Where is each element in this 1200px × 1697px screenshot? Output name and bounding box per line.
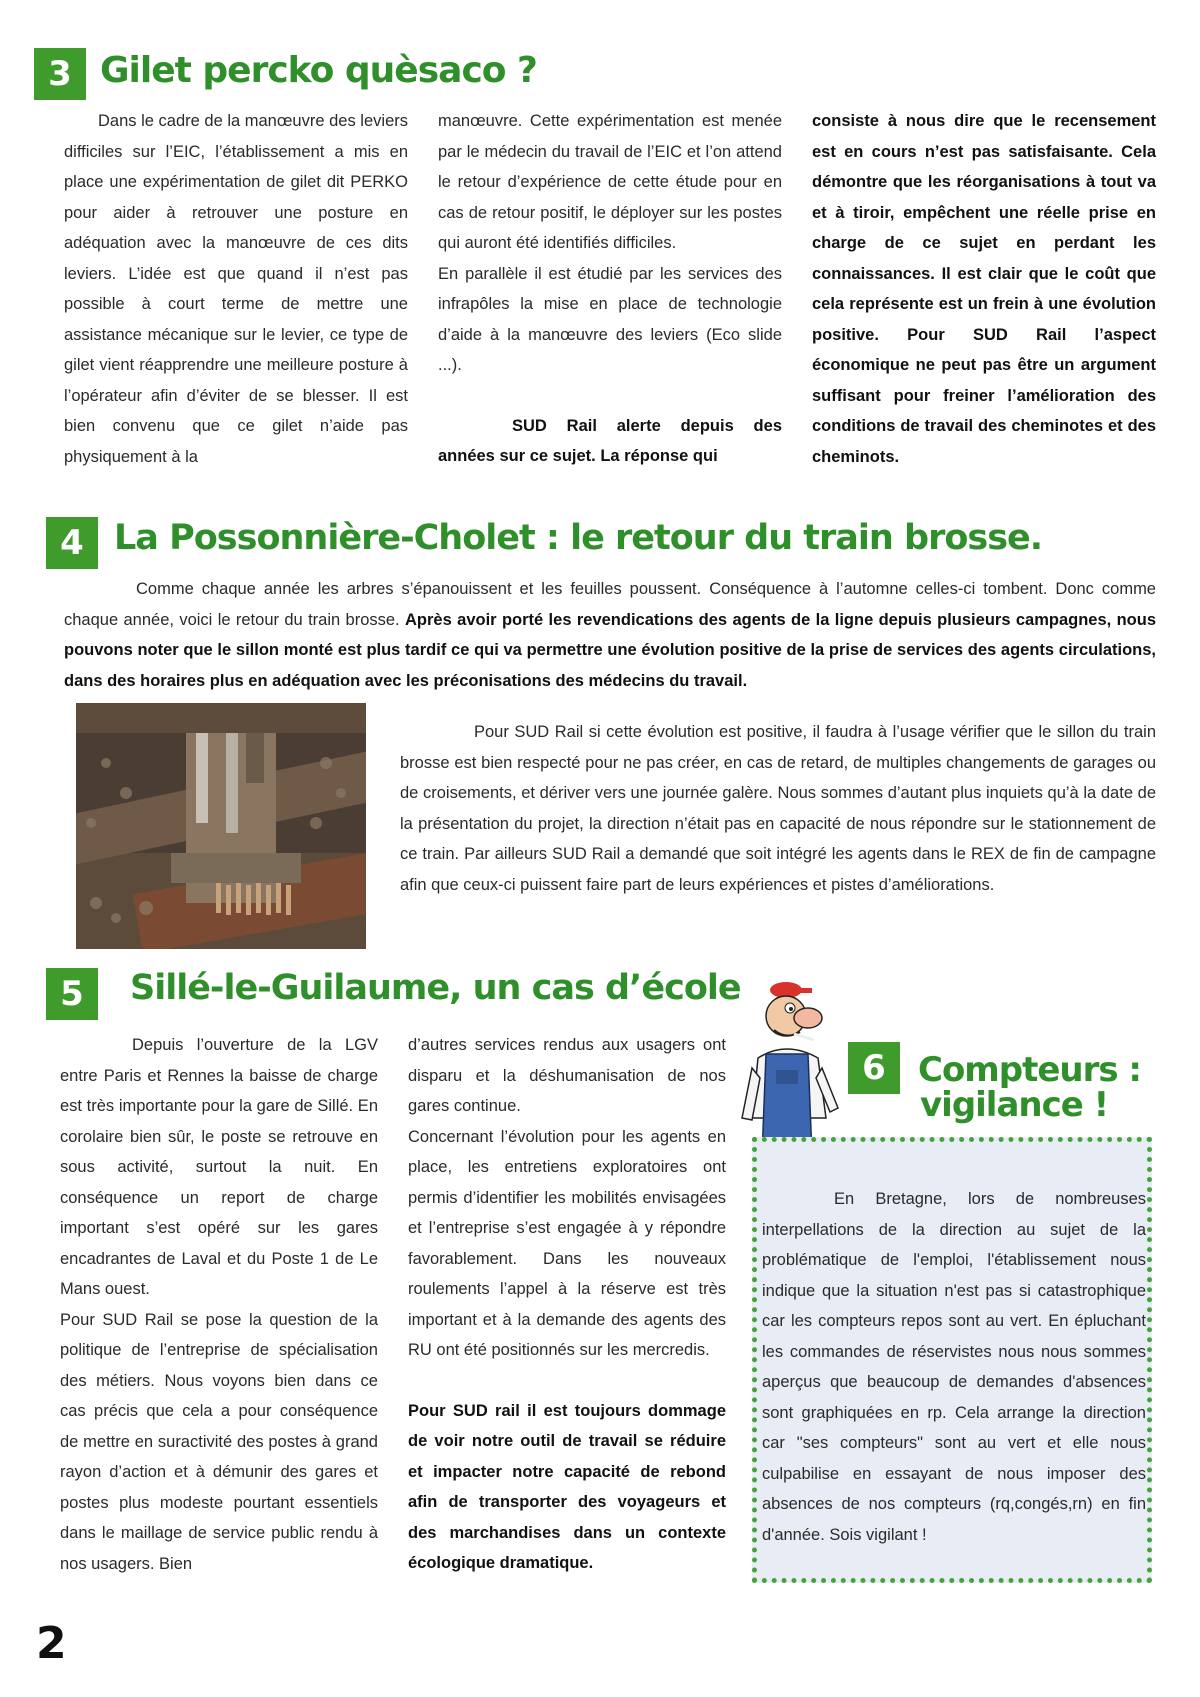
- section-4-body: [400, 717, 1156, 900]
- section-5-col2-p3: Pour SUD rail il est toujours dommage de voir notre outil de travail se réduire et impacter notre capacité de rebond afin de transporter des voyageurs et des marchandises dans un contexte écologique dramatique.: [408, 1401, 726, 1572]
- section-4-title: La Possonnière-Cholet : le retour du train brosse.: [114, 518, 1043, 558]
- railway-worker-illustration: [738, 978, 844, 1156]
- section-3-title: Gilet percko quèsaco ?: [100, 50, 537, 91]
- section-6-body: [762, 1184, 1146, 1550]
- section-5-number: 5: [46, 968, 98, 1020]
- train-brush-photo-illustration: [76, 703, 366, 949]
- section-3-number: 3: [34, 48, 86, 100]
- section-5-column-2: [408, 1030, 726, 1579]
- section-3-column-2: [438, 106, 782, 472]
- section-6-title-line-2: vigilance !: [920, 1085, 1109, 1125]
- section-3-col1-text: Dans le cadre de la manœuvre des leviers difficiles sur l’EIC, l’établissement a mis en place une expérimentation de gilet dit PERKO pour aider à retrouver une posture en adéquation avec la manœuvre de ces dits leviers. L’idée est que quand il n’est pas possible à court terme de mettre une assistance mécanique sur le levier, ce type de gilet vient réapprendre une meilleure posture à l’opérateur afin d’éviter de se blesser. Il est bien convenu que ce gilet n’aide pas physiquement à la: [64, 112, 408, 466]
- section-4-intro-bold: Après avoir porté les revendications des agents de la ligne depuis plusieurs campagnes, nous pouvons noter que le sillon monté est plus tardif ce qui va permettre une évolution positive de la prise de services des agents circulations, dans des horaires plus en adéquation avec les préconisations des médecins du travail.: [64, 610, 1157, 690]
- section-3-column-1: [64, 106, 408, 472]
- section-3-col2-p2: En parallèle il est étudié par les services des infrapôles la mise en place de technologie d’aide à la manœuvre des leviers (Eco slide ...).: [438, 264, 782, 374]
- train-brush-photo: [76, 703, 366, 949]
- section-6-title-line-1: Compteurs :: [918, 1050, 1142, 1090]
- section-6-number: 6: [848, 1042, 900, 1094]
- section-4-body-text: Pour SUD Rail si cette évolution est positive, il faudra à l’usage vérifier que le sillon du train brosse est bien respecté pour ne pas créer, en cas de retard, de multiples changements de garages ou de croisements, et dériver vers une journée galère. Nous sommes d’autant plus inquiets qu’à la date de la présentation du projet, la direction n’était pas en capacité de nous répondre sur le stationnement de ce train. Par ailleurs SUD Rail a demandé que soit intégré les agents dans le REX de fin de campagne afin que ceux-ci puissent faire part de leurs expériences et pistes d’améliorations.: [400, 723, 1156, 894]
- section-3-col2-p3: SUD Rail alerte depuis des années sur ce sujet. La réponse qui: [438, 416, 782, 465]
- section-5-col1-p2: Pour SUD Rail se pose la question de la politique de l’entreprise de spécialisation des métiers. Nous voyons bien dans ce cas précis que cela a pour conséquence de mettre en suractivité des postes à grand rayon d’action et à démunir des gares et postes plus modeste pourtant essentiels dans le maillage de service public rendu à nos usagers. Bien: [60, 1310, 378, 1573]
- section-5-col2-p1: d’autres services rendus aux usagers ont disparu et la déshumanisation de nos gares continue.: [408, 1036, 726, 1115]
- railway-worker-cartoon: [738, 978, 844, 1156]
- section-5-col2-p2: Concernant l’évolution pour les agents en place, les entretiens exploratoires ont permis d’identifier les mobilités envisagées et l’entreprise s’est engagée à y répondre favorablement. Dans les nouveaux roulements l’appel à la réserve est très important et à la demande des agents des RU ont été positionnés sur les mercredis.: [408, 1127, 726, 1359]
- section-3-column-3: [812, 106, 1156, 472]
- section-5-column-1: [60, 1030, 378, 1579]
- section-5-col1-p1: Depuis l’ouverture de la LGV entre Paris et Rennes la baisse de charge est très importante pour la gare de Sillé. En corolaire bien sûr, le poste se retrouve en sous activité, surtout la nuit. En conséquence un report de charge important s’est opéré sur les gares encadrantes de Laval et du Poste 1 de Le Mans ouest.: [60, 1036, 378, 1298]
- section-4-intro-plain: Comme chaque année les arbres s’épanouissent et les feuilles poussent. Conséquence à l’automne celles-ci tombent. Donc comme chaque année, voici le retour du train brosse.: [64, 580, 1156, 629]
- page-number: 2: [36, 1618, 67, 1669]
- section-4-intro: [64, 574, 1156, 696]
- section-3-col3-text: consiste à nous dire que le recensement est en cours n’est pas satisfaisante. Cela démontre que les réorganisations à tout va et à tiroir, empêchent une réelle prise en charge de ce sujet en perdant les connaissances. Il est clair que le coût que cela représente est un frein à une évolution positive. Pour SUD Rail l’aspect économique ne peut pas être un argument suffisant pour freiner l’amélioration des conditions de travail des cheminotes et des cheminots.: [812, 112, 1156, 466]
- section-5-title: Sillé-le-Guilaume, un cas d’école: [130, 968, 741, 1008]
- section-6-body-text: En Bretagne, lors de nombreuses interpellations de la direction au sujet de la problématique de l'emploi, l'établissement nous indique que la situation n'est pas si catastrophique car les compteurs repos sont au vert. En épluchant les commandes de réservistes nous nous sommes aperçus que beaucoup de demandes d'absences sont graphiquées en rp. Cela arrange la direction car "ses compteurs" sont au vert et elle nous culpabilise en essayant de nous imposer des absences de nos compteurs (rq,congés,rn) en fin d'année. Sois vigilant !: [762, 1190, 1146, 1544]
- section-4-number: 4: [46, 517, 98, 569]
- section-3-col2-p1: manœuvre. Cette expérimentation est menée par le médecin du travail de l’EIC et l’on attend le retour d’expérience de cette étude pour en cas de retour positif, le déployer sur les postes qui auront été identifiés difficiles.: [438, 112, 782, 252]
- section-4-intro-text: [64, 574, 1156, 696]
